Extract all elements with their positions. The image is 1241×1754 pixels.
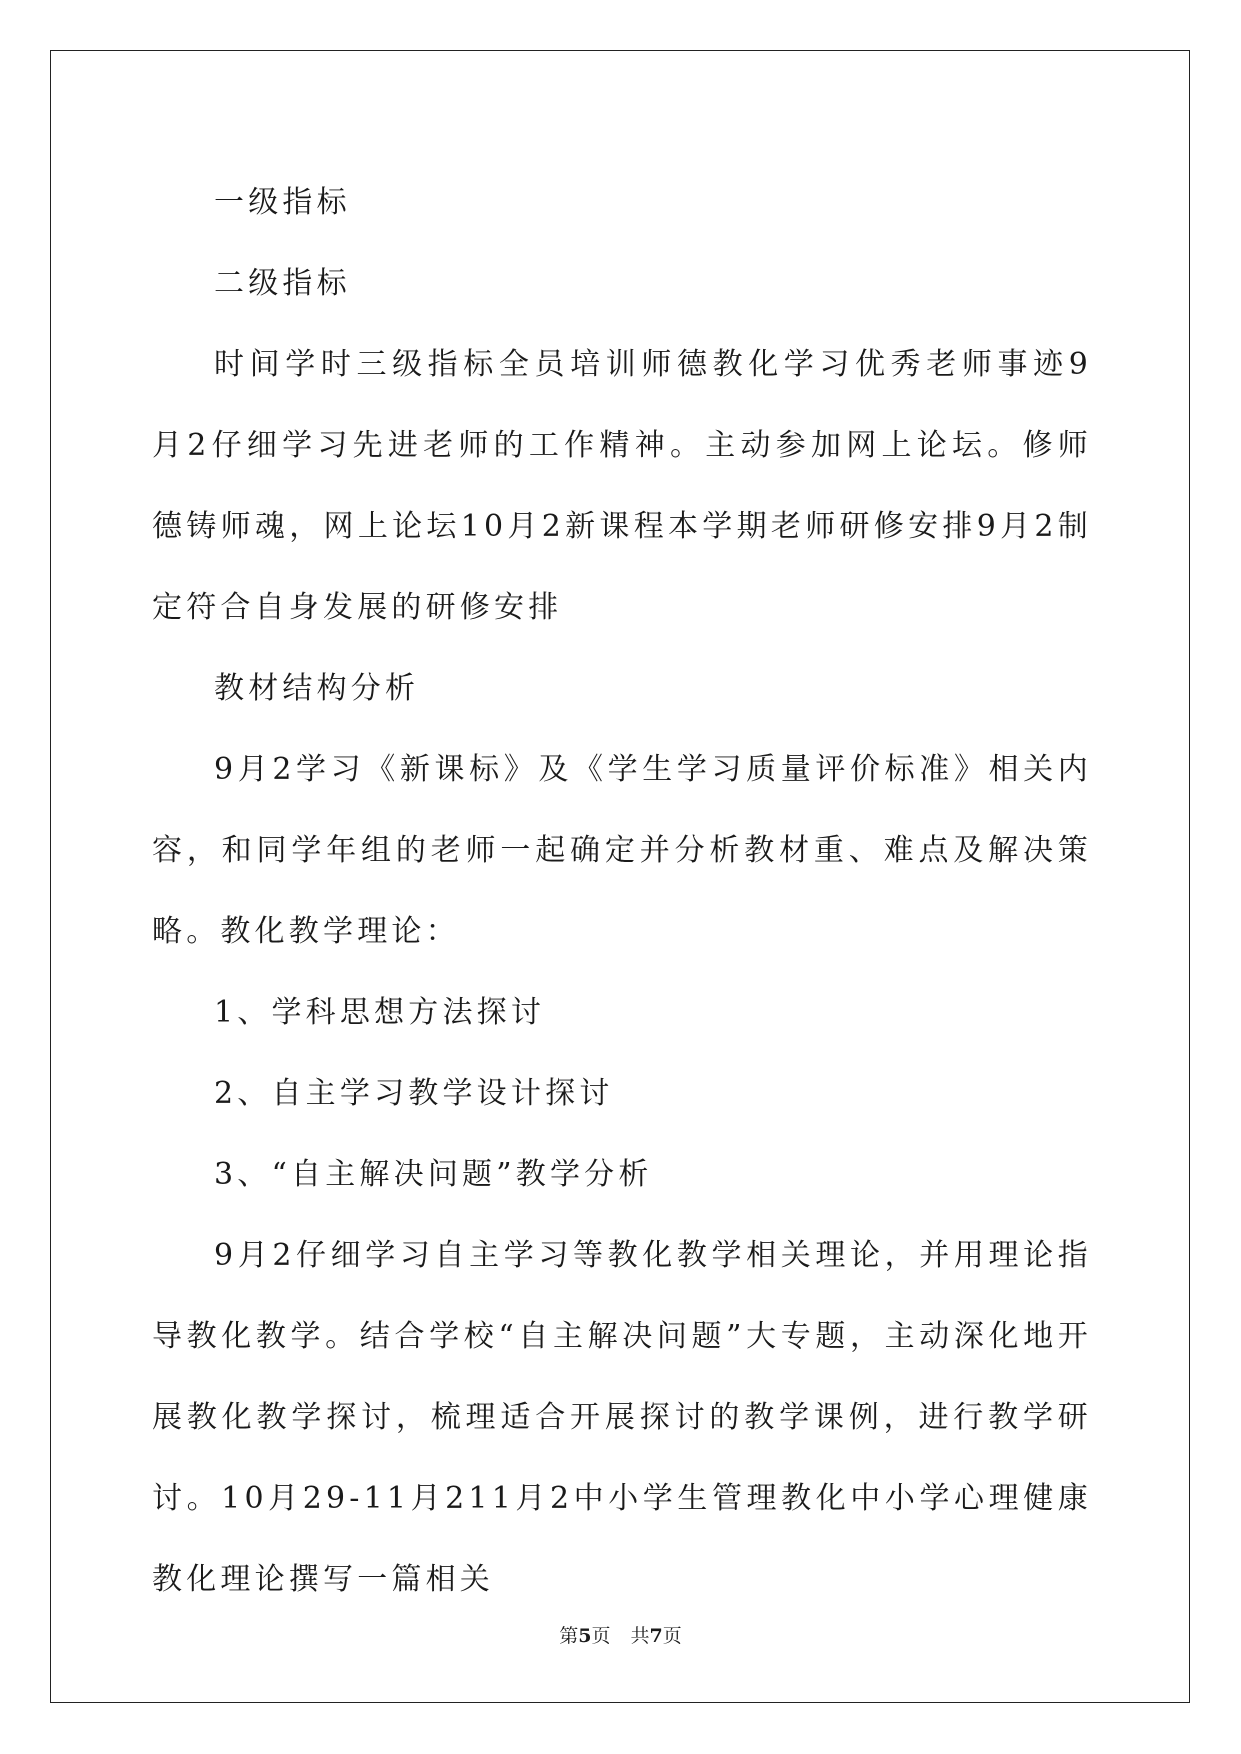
paragraph-self-study-theory: 9月2仔细学习自主学习等教化教学相关理论，并用理论指导教化教学。结合学校“自主解决问题”大专题，主动深化地开展教化教学探讨，梳理适合开展探讨的教学课例，进行教学研讨。10月29-11月211月2中小学生管理教化中小学心理健康教化理论撰写一篇相关	[152, 1238, 1092, 1597]
footer-total-prefix: 共	[630, 1625, 650, 1647]
total-page-number: 7	[649, 1625, 663, 1647]
document-body	[152, 162, 1092, 1620]
paragraph-level1-heading: 一级指标	[214, 185, 351, 220]
current-page-number: 5	[578, 1625, 592, 1647]
list-item-2: 2、自主学习教学设计探讨	[214, 1076, 614, 1111]
list-item-3: 3、“自主解决问题”教学分析	[214, 1157, 653, 1192]
page-footer	[0, 1623, 1241, 1649]
paragraph-training-details: 时间学时三级指标全员培训师德教化学习优秀老师事迹9月2仔细学习先进老师的工作精神。主动参加网上论坛。修师德铸师魂，网上论坛10月2新课程本学期老师研修安排9月2制定符合自身发展的研修安排	[152, 347, 1092, 625]
paragraph-level2-heading: 二级指标	[214, 266, 351, 301]
footer-page-suffix: 页	[591, 1625, 611, 1647]
footer-prefix: 第	[559, 1625, 579, 1647]
paragraph-textbook-analysis-heading: 教材结构分析	[214, 671, 420, 706]
footer-total-suffix: 页	[662, 1625, 682, 1647]
paragraph-curriculum-study: 9月2学习《新课标》及《学生学习质量评价标准》相关内容，和同学年组的老师一起确定并分析教材重、难点及解决策略。教化教学理论：	[152, 752, 1092, 949]
list-item-1: 1、学科思想方法探讨	[214, 995, 546, 1030]
